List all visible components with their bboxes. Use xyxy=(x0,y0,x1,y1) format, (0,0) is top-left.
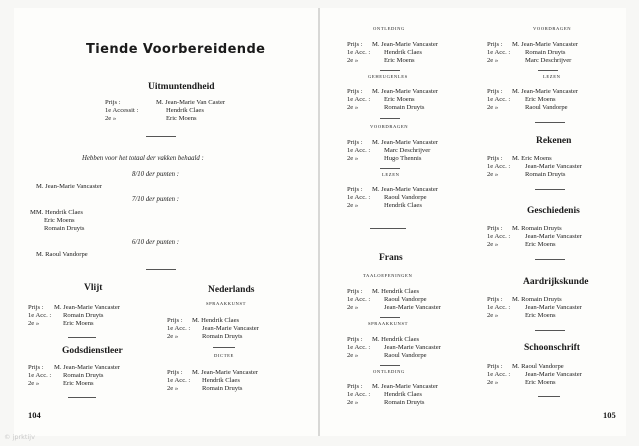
name: Marc Deschrijver xyxy=(384,147,431,154)
divider xyxy=(380,317,400,318)
label: 1e Acc. : xyxy=(347,391,371,398)
subheading-spraakkunst: SPRAAKKUNST xyxy=(368,321,409,326)
subheading-lezen: LEZEN xyxy=(543,74,561,79)
page-number-right: 105 xyxy=(603,410,616,420)
divider xyxy=(146,136,176,137)
name: Eric Moens xyxy=(525,241,556,248)
label: 2e » xyxy=(487,379,499,386)
name: Romain Druyts xyxy=(384,104,425,111)
label: 1e Acc. : xyxy=(347,96,371,103)
name: M. Eric Moens xyxy=(512,155,552,162)
label: 2e » xyxy=(487,241,499,248)
heading-nederlands: Nederlands xyxy=(208,285,255,295)
name: Hendrik Claes xyxy=(384,202,422,209)
label: Prijs : xyxy=(487,363,503,370)
name: Hendrik Claes xyxy=(202,377,240,384)
label: 2e » xyxy=(28,320,40,327)
label: 2e » xyxy=(347,104,359,111)
label: 2e » xyxy=(347,202,359,209)
label: 2e » xyxy=(487,171,499,178)
divider xyxy=(538,70,558,71)
name: M. Hendrik Claes xyxy=(372,336,420,343)
label: 1e Accessit : xyxy=(105,107,139,114)
name: Eric Moens xyxy=(525,312,556,319)
label: Prijs : xyxy=(347,41,363,48)
subheading-voordragen: VOORDRAGEN xyxy=(370,124,409,129)
divider xyxy=(68,397,96,398)
label: 1e Acc. : xyxy=(487,304,511,311)
label: 2e » xyxy=(347,352,359,359)
name: Romain Druyts xyxy=(63,312,104,319)
name: Hendrik Claes xyxy=(384,49,422,56)
label: 2e » xyxy=(347,399,359,406)
name: Eric Moens xyxy=(384,57,415,64)
subheading-voordragen: VOORDRAGEN xyxy=(533,26,572,31)
heading-geschiedenis: Geschiedenis xyxy=(527,206,580,216)
heading-uitmuntendheid: Uitmuntendheid xyxy=(148,82,215,92)
label: Prijs : xyxy=(347,88,363,95)
divider xyxy=(380,168,400,169)
label: 1e Acc. : xyxy=(487,163,511,170)
label: Prijs : xyxy=(347,383,363,390)
page-gutter xyxy=(318,8,320,436)
divider xyxy=(535,189,565,190)
label: 1e Acc. : xyxy=(28,372,52,379)
name: M. Raoul Vandorpe xyxy=(512,363,564,370)
label: 1e Acc. : xyxy=(487,371,511,378)
divider xyxy=(213,347,235,348)
name: Romain Druyts xyxy=(202,385,243,392)
label: Prijs : xyxy=(167,317,183,324)
label: 2e » xyxy=(487,57,499,64)
name: M. Jean-Marie Vancaster xyxy=(54,364,120,371)
name: Jean-Marie Vancaster xyxy=(525,163,582,170)
subheading-geheugenles: GEHEUGENLES xyxy=(368,74,408,79)
page-number-left: 104 xyxy=(28,410,41,420)
divider xyxy=(380,70,400,71)
name: Raoul Vandorpe xyxy=(384,352,427,359)
name: M. Jean-Marie Vancaster xyxy=(54,304,120,311)
label: Prijs : xyxy=(167,369,183,376)
name: Eric Moens xyxy=(63,320,94,327)
name: M. Jean-Marie Vancaster xyxy=(512,88,578,95)
name: M. Jean-Marie Vancaster xyxy=(372,139,438,146)
divider xyxy=(146,269,176,270)
name: Marc Deschrijver xyxy=(525,57,572,64)
heading-schoonschrift: Schoonschrift xyxy=(524,343,580,353)
name: Raoul Vandorpe xyxy=(525,104,568,111)
name: Hendrik Claes xyxy=(166,107,204,114)
label: 2e » xyxy=(347,304,359,311)
label: Prijs : xyxy=(487,88,503,95)
divider xyxy=(535,122,565,123)
heading-frans: Frans xyxy=(379,253,403,263)
label: 2e » xyxy=(487,312,499,319)
name: M. Hendrik Claes xyxy=(192,317,240,324)
divider xyxy=(68,337,96,338)
name: Jean-Marie Vancaster xyxy=(525,233,582,240)
name: M. Jean-Marie Vancaster xyxy=(36,183,102,190)
label: 1e Acc. : xyxy=(487,96,511,103)
label: Prijs : xyxy=(347,186,363,193)
label: Prijs : xyxy=(105,99,121,106)
name: M. Jean-Marie Vancaster xyxy=(372,41,438,48)
name: M. Jean-Marie Vancaster xyxy=(192,369,258,376)
name: Jean-Marie Vancaster xyxy=(384,304,441,311)
name: Jean-Marie Vancaster xyxy=(384,344,441,351)
label: 2e » xyxy=(28,380,40,387)
label: 1e Acc. : xyxy=(347,49,371,56)
divider xyxy=(380,365,400,366)
label: 1e Acc. : xyxy=(347,147,371,154)
label: 1e Acc. : xyxy=(167,325,191,332)
name: Eric Moens xyxy=(44,217,75,224)
subheading-ontleding: ONTLEDING xyxy=(373,369,405,374)
label: 1e Acc. : xyxy=(347,194,371,201)
name: M. Jean-Marie Van Caster xyxy=(156,99,226,106)
label: 2e » xyxy=(105,115,117,122)
heading-aardrijkskunde: Aardrijkskunde xyxy=(523,277,589,287)
name: Raoul Vandorpe xyxy=(384,194,427,201)
name: M. Jean-Marie Vancaster xyxy=(372,186,438,193)
label: Prijs : xyxy=(487,155,503,162)
label: 2e » xyxy=(487,104,499,111)
points-8: 8/10 der punten : xyxy=(132,171,180,178)
label: Prijs : xyxy=(487,41,503,48)
name: Romain Druyts xyxy=(384,399,425,406)
name: Jean-Marie Vancaster xyxy=(202,325,259,332)
divider xyxy=(380,118,400,119)
label: Prijs : xyxy=(28,364,44,371)
name: Romain Druyts xyxy=(525,171,566,178)
heading-vlijt: Vlijt xyxy=(84,283,103,293)
points-6: 6/10 der punten : xyxy=(132,239,180,246)
page-title: Tiende Voorbereidende xyxy=(86,42,266,57)
label: 1e Acc. : xyxy=(487,49,511,56)
name: Eric Moens xyxy=(63,380,94,387)
label: 1e Acc. : xyxy=(487,233,511,240)
subheading-ontleding: ONTLEDING xyxy=(373,26,405,31)
heading-rekenen: Rekenen xyxy=(536,136,572,146)
name: Hugo Thennis xyxy=(384,155,422,162)
divider xyxy=(538,396,560,397)
name: M. Romain Druyts xyxy=(512,225,562,232)
name: Raoul Vandorpe xyxy=(384,296,427,303)
subheading-lezen: LEZEN xyxy=(382,172,400,177)
divider xyxy=(535,330,565,331)
divider xyxy=(535,259,565,260)
name: Romain Druyts xyxy=(44,225,85,232)
label: 2e » xyxy=(347,155,359,162)
label: 2e » xyxy=(347,57,359,64)
name: Eric Moens xyxy=(166,115,197,122)
name: Jean-Marie Vancaster xyxy=(525,304,582,311)
name: M. Jean-Marie Vancaster xyxy=(372,383,438,390)
name: M. Romain Druyts xyxy=(512,296,562,303)
name: M. Hendrik Claes xyxy=(372,288,420,295)
label: Prijs : xyxy=(347,336,363,343)
name: Jean-Marie Vancaster xyxy=(525,371,582,378)
label: Prijs : xyxy=(28,304,44,311)
subheading-taaloefeningen: TAALOEFENINGEN xyxy=(363,273,413,278)
name: Hendrik Claes xyxy=(384,391,422,398)
heading-godsdienstleer: Godsdienstleer xyxy=(62,346,123,356)
name: MM. Hendrik Claes xyxy=(30,209,83,216)
intro-text: Hebben voor het totaal der vakken behaald : xyxy=(82,155,204,162)
name: Eric Moens xyxy=(384,96,415,103)
label: Prijs : xyxy=(487,296,503,303)
watermark: © jprktijv xyxy=(4,433,35,441)
name: M. Jean-Marie Vancaster xyxy=(372,88,438,95)
label: 1e Acc. : xyxy=(28,312,52,319)
label: Prijs : xyxy=(347,139,363,146)
name: Eric Moens xyxy=(525,96,556,103)
label: 1e Acc. : xyxy=(167,377,191,384)
name: M. Raoul Vandorpe xyxy=(36,251,88,258)
label: 1e Acc. : xyxy=(347,344,371,351)
subheading-dictee: DICTEE xyxy=(214,353,234,358)
subheading-spraakkunst: SPRAAKKUNST xyxy=(206,301,247,306)
name: M. Jean-Marie Vancaster xyxy=(512,41,578,48)
points-7: 7/10 der punten : xyxy=(132,196,180,203)
name: Romain Druyts xyxy=(202,333,243,340)
divider xyxy=(370,228,406,229)
name: Eric Moens xyxy=(525,379,556,386)
label: 2e » xyxy=(167,333,179,340)
name: Romain Druyts xyxy=(525,49,566,56)
name: Romain Druyts xyxy=(63,372,104,379)
label: 1e Acc. : xyxy=(347,296,371,303)
label: Prijs : xyxy=(487,225,503,232)
label: Prijs : xyxy=(347,288,363,295)
label: 2e » xyxy=(167,385,179,392)
